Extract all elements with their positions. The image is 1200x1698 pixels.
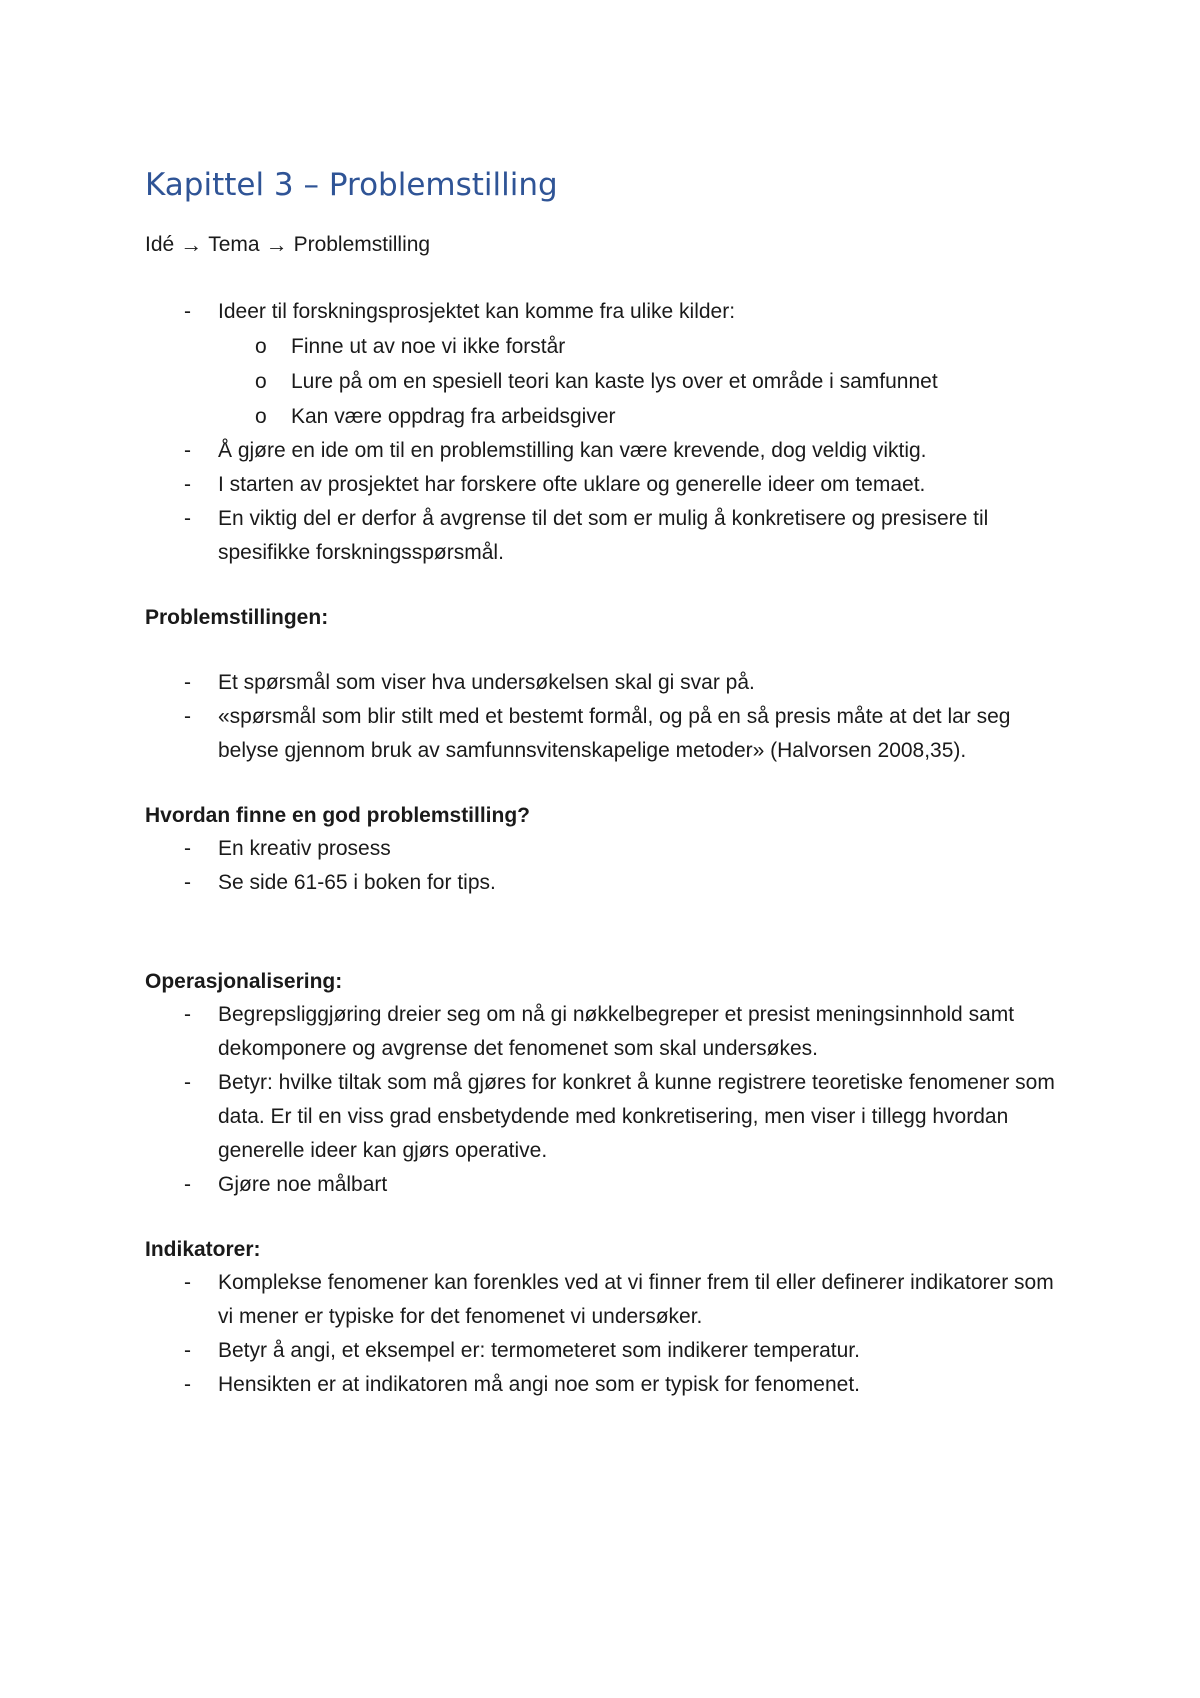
dash-bullet: - bbox=[184, 871, 191, 894]
dash-bullet: - bbox=[184, 1003, 191, 1026]
operasjonalisering-list bbox=[145, 998, 1060, 1202]
dash-bullet: - bbox=[184, 473, 191, 496]
dash-bullet: - bbox=[184, 705, 191, 728]
dash-bullet: - bbox=[184, 507, 191, 530]
dash-bullet: - bbox=[184, 1173, 191, 1196]
list-item-text: Hensikten er at indikatoren må angi noe som er typisk for fenomenet. bbox=[218, 1373, 860, 1396]
list-item bbox=[145, 502, 1060, 570]
list-item-text: Betyr å angi, et eksempel er: termometeret som indikerer temperatur. bbox=[218, 1339, 860, 1362]
list-item-text: Komplekse fenomener kan forenkles ved at vi finner frem til eller definerer indikatorer som vi mener er typiske for det fenomenet vi undersøker. bbox=[218, 1271, 1054, 1328]
list-item bbox=[145, 866, 1060, 900]
sub-list-item-text: Kan være oppdrag fra arbeidsgiver bbox=[291, 405, 616, 428]
intro-list-continued bbox=[145, 434, 1060, 570]
idea-part-3: Problemstilling bbox=[293, 233, 431, 256]
sub-list-item bbox=[145, 364, 1060, 399]
sub-list-item-text: Lure på om en spesiell teori kan kaste lys over et område i samfunnet bbox=[291, 370, 938, 393]
hvordan-list bbox=[145, 832, 1060, 900]
section-heading-hvordan: Hvordan finne en god problemstilling? bbox=[145, 804, 531, 827]
list-item-text: Å gjøre en ide om til en problemstilling kan være krevende, dog veldig viktig. bbox=[218, 439, 927, 462]
dash-bullet: - bbox=[184, 1339, 191, 1362]
page-title: Kapittel 3 – Problemstilling bbox=[145, 167, 558, 203]
list-item-text: En kreativ prosess bbox=[218, 837, 391, 860]
list-item bbox=[145, 832, 1060, 866]
dash-bullet: - bbox=[184, 300, 191, 323]
list-item-text: Se side 61-65 i boken for tips. bbox=[218, 871, 496, 894]
arrow-right-icon: → bbox=[180, 232, 203, 257]
indikatorer-list bbox=[145, 1266, 1060, 1402]
section-heading-problemstillingen: Problemstillingen: bbox=[145, 606, 329, 629]
dash-bullet: - bbox=[184, 1373, 191, 1396]
dash-bullet: - bbox=[184, 439, 191, 462]
list-item bbox=[145, 1066, 1060, 1168]
list-item-text: I starten av prosjektet har forskere ofte uklare og generelle ideer om temaet. bbox=[218, 473, 926, 496]
list-item bbox=[145, 1334, 1060, 1368]
list-item-text: Begrepsliggjøring dreier seg om nå gi nøkkelbegreper et presist meningsinnhold samt dekomponere og avgrense det fenomenet som skal undersøkes. bbox=[218, 1003, 1015, 1060]
list-item bbox=[145, 1168, 1060, 1202]
list-item-text: Et spørsmål som viser hva undersøkelsen skal gi svar på. bbox=[218, 671, 755, 694]
section-heading-operasjonalisering: Operasjonalisering: bbox=[145, 970, 343, 993]
list-item bbox=[145, 1266, 1060, 1334]
list-item bbox=[145, 998, 1060, 1066]
problemstillingen-list bbox=[145, 666, 1060, 768]
intro-sub-list bbox=[145, 329, 1060, 434]
sub-list-item bbox=[145, 329, 1060, 364]
list-item-text: Gjøre noe målbart bbox=[218, 1173, 388, 1196]
list-item-text: «spørsmål som blir stilt med et bestemt formål, og på en så presis måte at det lar seg belyse gjennom bruk av samfunnsvitenskapelige metoder» (Halvorsen 2008,35). bbox=[218, 705, 1011, 762]
list-item bbox=[145, 666, 1060, 700]
intro-list bbox=[145, 295, 1060, 329]
list-item bbox=[145, 700, 1060, 768]
list-item bbox=[145, 295, 1060, 329]
idea-part-2: Tema bbox=[208, 233, 260, 256]
sub-list-item bbox=[145, 399, 1060, 434]
list-item-text: Betyr: hvilke tiltak som må gjøres for konkret å kunne registrere teoretiske fenomener som data. Er til en viss grad ensbetydende med konkretisering, men viser i tillegg hvordan generelle ideer kan gjørs operative. bbox=[218, 1071, 1055, 1162]
list-item-text: Ideer til forskningsprosjektet kan komme fra ulike kilder: bbox=[218, 300, 736, 323]
circle-bullet: o bbox=[255, 405, 267, 428]
dash-bullet: - bbox=[184, 1071, 191, 1094]
circle-bullet: o bbox=[255, 370, 267, 393]
dash-bullet: - bbox=[184, 837, 191, 860]
arrow-right-icon: → bbox=[265, 232, 288, 257]
circle-bullet: o bbox=[255, 335, 267, 358]
dash-bullet: - bbox=[184, 671, 191, 694]
list-item bbox=[145, 434, 1060, 468]
sub-list-item-text: Finne ut av noe vi ikke forstår bbox=[291, 335, 566, 358]
idea-part-1: Idé bbox=[145, 233, 175, 256]
list-item bbox=[145, 1368, 1060, 1402]
list-item-text: En viktig del er derfor å avgrense til det som er mulig å konkretisere og presisere til spesifikke forskningsspørsmål. bbox=[218, 507, 989, 564]
section-heading-indikatorer: Indikatorer: bbox=[145, 1238, 261, 1261]
idea-flow-line bbox=[145, 229, 1060, 261]
dash-bullet: - bbox=[184, 1271, 191, 1294]
list-item bbox=[145, 468, 1060, 502]
